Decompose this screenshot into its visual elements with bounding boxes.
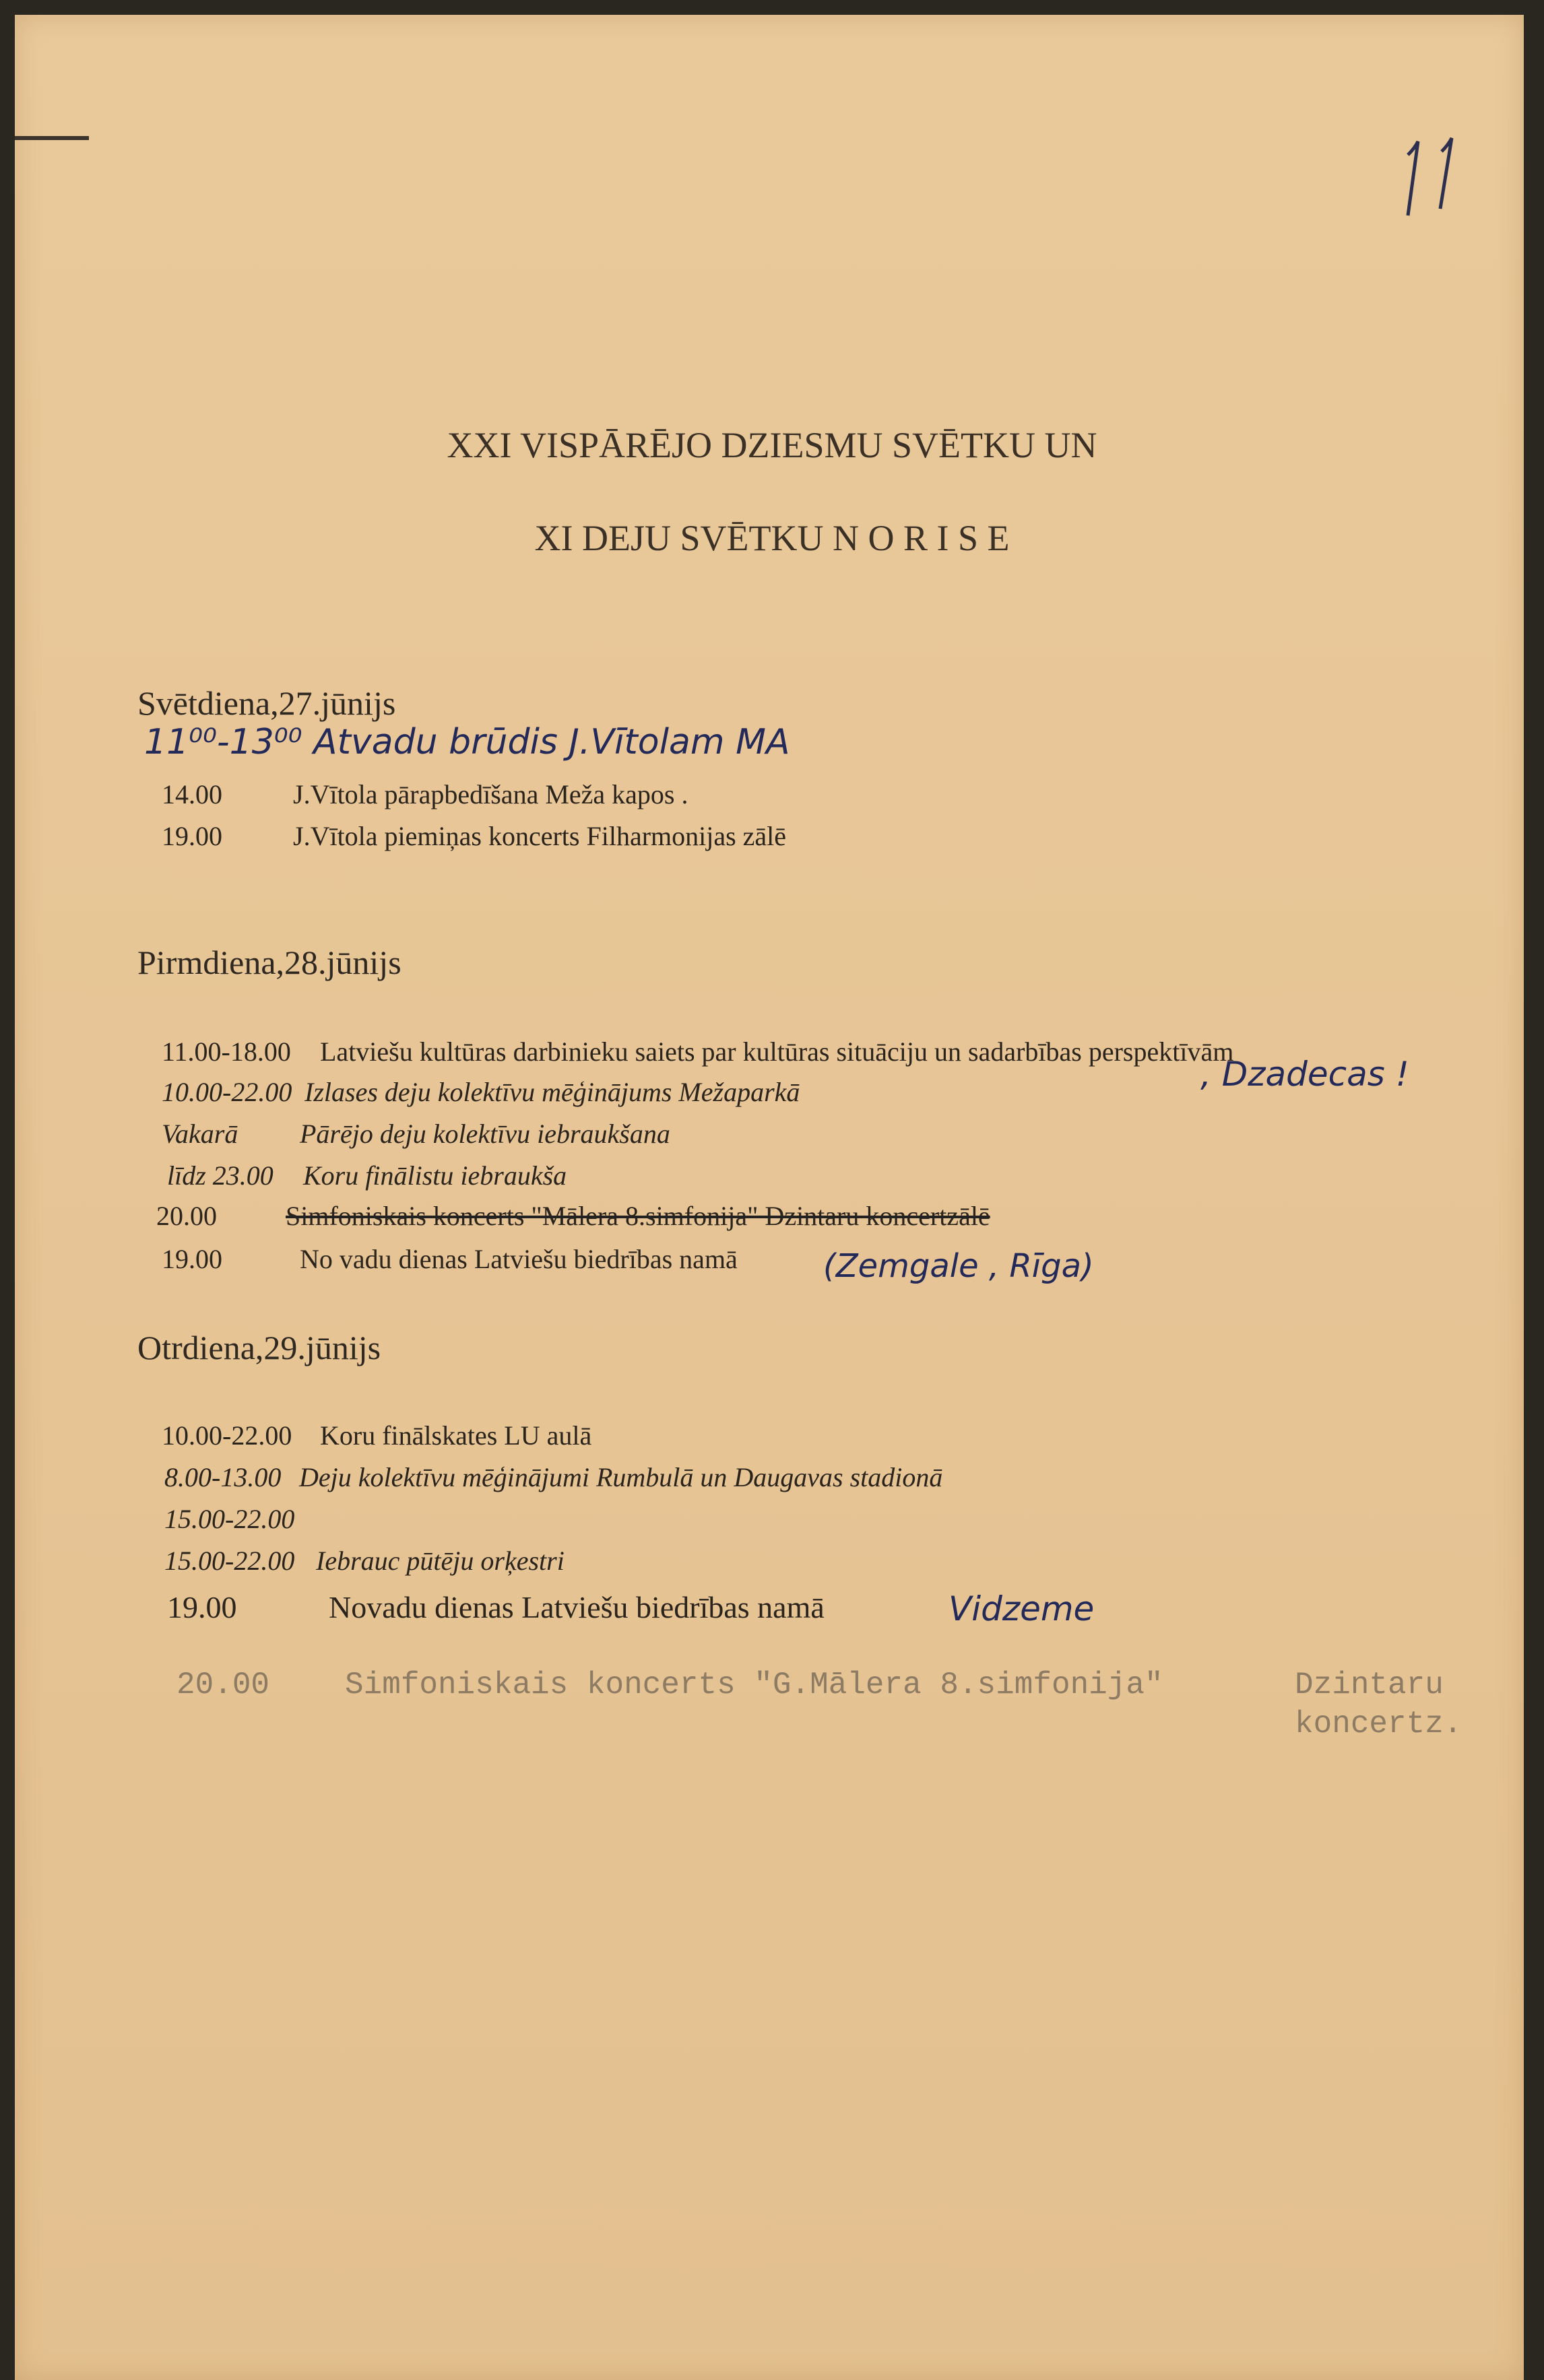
schedule-row: 10.00-22.00 Koru finālskates LU aulā (162, 1420, 592, 1451)
handwritten-note-monday-1: , Dzadecas ! (1200, 1055, 1409, 1094)
schedule-row: 19.00 Novadu dienas Latviešu biedrības namā (167, 1590, 825, 1624)
schedule-row: 19.00 J.Vītola piemiņas koncerts Filharmonijas zālē (162, 821, 787, 851)
document-title-line2: XI DEJU SVĒTKU N O R I S E (534, 518, 1010, 558)
schedule-row: 15.00-22.00 (164, 1504, 295, 1534)
typed-time: 20.00 (176, 1667, 270, 1703)
typed-event: Simfoniskais koncerts "G.Mālera 8.simfonija" (345, 1667, 1163, 1703)
typed-venue-line1: Dzintaru (1295, 1667, 1444, 1703)
document-page (15, 15, 1524, 2380)
schedule-row: līdz 23.00 Koru finālistu iebraukša (167, 1160, 567, 1191)
handwritten-note-sunday: 11⁰⁰-13⁰⁰ Atvadu brūdis J.Vītolam MA (144, 722, 790, 762)
schedule-row-struck: 20.00 Simfoniskais koncerts "Mālera 8.simfonija" Dzintaru koncertzālē (156, 1201, 990, 1231)
document-title-line1: XXI VISPĀRĒJO DZIESMU SVĒTKU UN (447, 425, 1097, 465)
schedule-row: Vakarā Pārējo deju kolektīvu iebraukšana (162, 1119, 670, 1149)
day-heading-monday: Pirmdiena,28.jūnijs (137, 944, 401, 981)
binder-mark (15, 136, 89, 140)
schedule-row: 8.00-13.00 Deju kolektīvu mēģinājumi Rumbulā un Daugavas stadionā (164, 1462, 943, 1492)
typed-venue-line2: koncertz. (1295, 1707, 1462, 1742)
page-number-handwritten (1388, 128, 1469, 229)
schedule-row: 10.00-22.00 Izlases deju kolektīvu mēģinājums Mežaparkā (162, 1077, 800, 1107)
schedule-row: 14.00 J.Vītola pārapbedīšana Meža kapos . (162, 779, 688, 809)
schedule-row: 19.00 No vadu dienas Latviešu biedrības namā (162, 1244, 738, 1274)
day-heading-tuesday: Otrdiena,29.jūnijs (137, 1329, 381, 1366)
schedule-row: 11.00-18.00 Latviešu kultūras darbinieku saiets par kultūras situāciju un sadarbības perspektīvām (162, 1036, 1234, 1067)
handwritten-note-monday-2: (Zemgale , Rīga) (823, 1247, 1094, 1285)
day-heading-sunday: Svētdiena,27.jūnijs (137, 684, 396, 722)
schedule-row: 15.00-22.00 Iebrauc pūtēju orķestri (164, 1546, 565, 1576)
handwritten-note-tuesday: Vidzeme (948, 1589, 1095, 1628)
